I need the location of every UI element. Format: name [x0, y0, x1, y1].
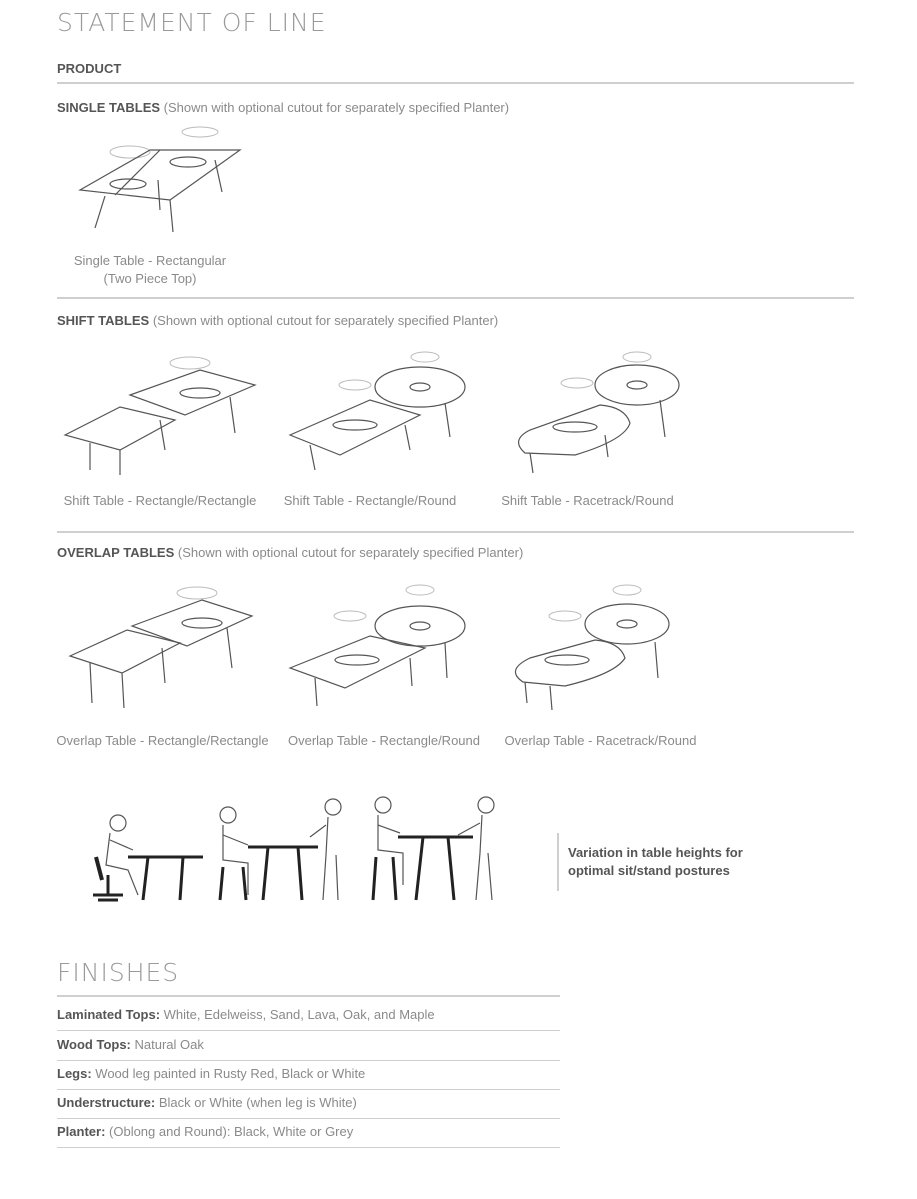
overlap-rect-rect-illustration — [62, 578, 262, 713]
finish-row-legs — [57, 1060, 560, 1090]
overlap-rect-round-illustration — [285, 578, 475, 713]
caption-line: (Two Piece Top) — [103, 271, 197, 286]
overlap-tables-heading — [57, 545, 523, 560]
shift-caption-3: Shift Table - Racetrack/Round — [501, 493, 674, 508]
heights-note-line: optimal sit/stand postures — [568, 863, 730, 878]
divider — [57, 995, 560, 997]
finish-label: Planter: — [57, 1124, 106, 1139]
overlap-caption-3: Overlap Table - Racetrack/Round — [504, 733, 697, 748]
shift-tables-note: (Shown with optional cutout for separately specified Planter) — [152, 313, 499, 328]
shift-rect-rect-illustration — [60, 345, 260, 475]
finish-value: (Oblong and Round): Black, White or Grey — [105, 1124, 354, 1139]
finish-row-laminated — [57, 1001, 560, 1031]
finish-value: White, Edelweiss, Sand, Lava, Oak, and Maple — [160, 1007, 435, 1022]
single-tables-heading — [57, 100, 509, 115]
shift-caption-1: Shift Table - Rectangle/Rectangle — [63, 493, 257, 508]
finish-value: Black or White (when leg is White) — [155, 1095, 357, 1110]
side-note-bar — [557, 833, 559, 891]
finish-row-planter — [57, 1118, 560, 1148]
single-table-rectangular-illustration — [70, 120, 250, 240]
shift-caption-2: Shift Table - Rectangle/Round — [283, 493, 457, 508]
finish-label: Understructure: — [57, 1095, 156, 1110]
shift-rect-round-illustration — [285, 345, 475, 475]
divider — [57, 297, 854, 299]
shift-racetrack-round-illustration — [505, 345, 695, 475]
overlap-caption-1: Overlap Table - Rectangle/Rectangle — [56, 733, 269, 748]
divider — [57, 82, 854, 84]
shift-tables-heading — [57, 313, 498, 328]
overlap-tables-note: (Shown with optional cutout for separately specified Planter) — [177, 545, 524, 560]
product-label: PRODUCT — [57, 61, 122, 76]
single-table-caption — [40, 252, 260, 288]
finish-row-understructure — [57, 1089, 560, 1119]
caption-line: Single Table - Rectangular — [73, 253, 227, 268]
finish-row-wood — [57, 1031, 560, 1061]
page-title: STATEMENT OF LINE — [57, 8, 327, 37]
finish-value: Natural Oak — [130, 1037, 204, 1052]
finish-label: Laminated Tops: — [57, 1007, 161, 1022]
single-tables-note: (Shown with optional cutout for separately specified Planter) — [163, 100, 510, 115]
divider — [57, 531, 854, 533]
heights-note-line: Variation in table heights for — [568, 845, 743, 860]
overlap-racetrack-round-illustration — [505, 578, 695, 713]
finish-value: Wood leg painted in Rusty Red, Black or White — [91, 1066, 366, 1081]
finish-label: Wood Tops: — [57, 1037, 131, 1052]
single-tables-label: SINGLE TABLES — [57, 100, 161, 115]
shift-tables-label: SHIFT TABLES — [57, 313, 150, 328]
heights-note — [568, 844, 743, 880]
overlap-caption-2: Overlap Table - Rectangle/Round — [288, 733, 480, 748]
finishes-title: FINISHES — [57, 958, 180, 987]
overlap-tables-label: OVERLAP TABLES — [57, 545, 175, 560]
finish-label: Legs: — [57, 1066, 92, 1081]
sit-stand-people-illustration — [88, 795, 508, 910]
